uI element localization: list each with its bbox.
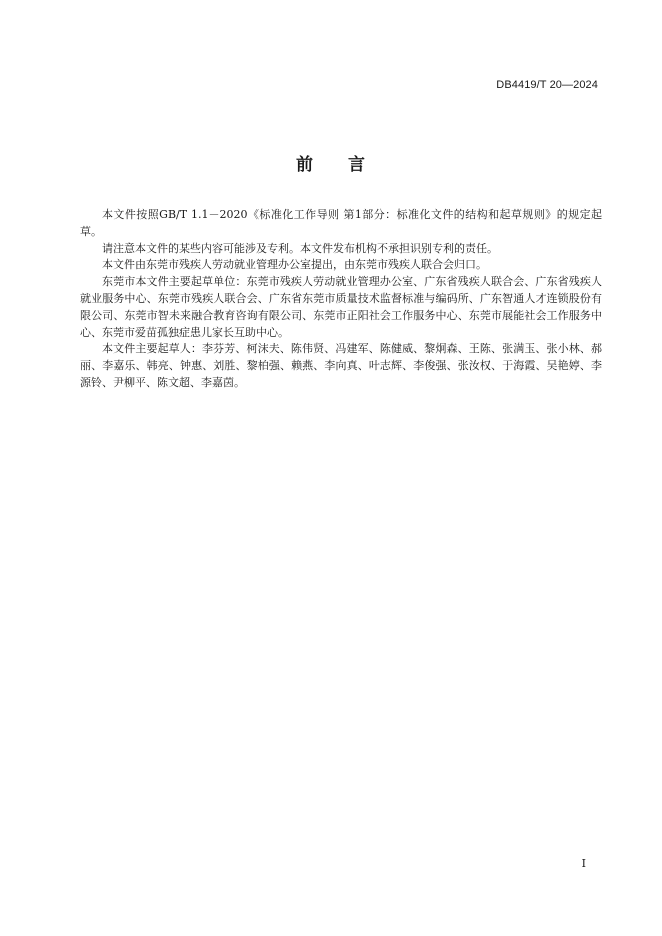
foreword-paragraph-standard: 本文件按照GB/T 1.1－2020《标准化工作导则 第1部分：标准化文件的结构和起草规则》的规定起草。 [80,208,602,238]
foreword-paragraph-drafters: 本文件主要起草人：李芬芳、柯沫夫、陈伟贤、冯建军、陈健威、黎炯森、王陈、张满玉、张小林、郝丽、李嘉乐、韩亮、钟惠、刘胜、黎柏强、赖燕、李向真、叶志辉、李俊强、张汝权、于海霞、吴艳婷、李源铃、尹柳平、陈文超、李嘉茵。 [80,342,602,389]
title-char-2: 言 [348,155,366,175]
standard-code: DB4419/T 20—2024 [496,79,598,91]
foreword-paragraph-drafting-units: 东莞市本文件主要起草单位：东莞市残疾人劳动就业管理办公室、广东省残疾人联合会、广东省残疾人就业服务中心、东莞市残疾人联合会、广东省东莞市质量技术监督标准与编码所、广东智通人才连锁股份有限公司、东莞市智未来融合教育咨询有限公司、东莞市正阳社会工作服务中心、东莞市展能社会工作服务中心、东莞市爱苗孤独症患儿家长互助中心。 [80,275,602,339]
page-title [0,150,662,175]
foreword-paragraph-patent: 请注意本文件的某些内容可能涉及专利。本文件发布机构不承担识别专利的责任。 [102,241,498,255]
foreword-paragraph-proposer: 本文件由东莞市残疾人劳动就业管理办公室提出，由东莞市残疾人联合会归口。 [102,258,487,272]
title-char-1: 前 [296,155,314,175]
foreword-body [80,207,602,392]
page-number: I [581,857,586,870]
